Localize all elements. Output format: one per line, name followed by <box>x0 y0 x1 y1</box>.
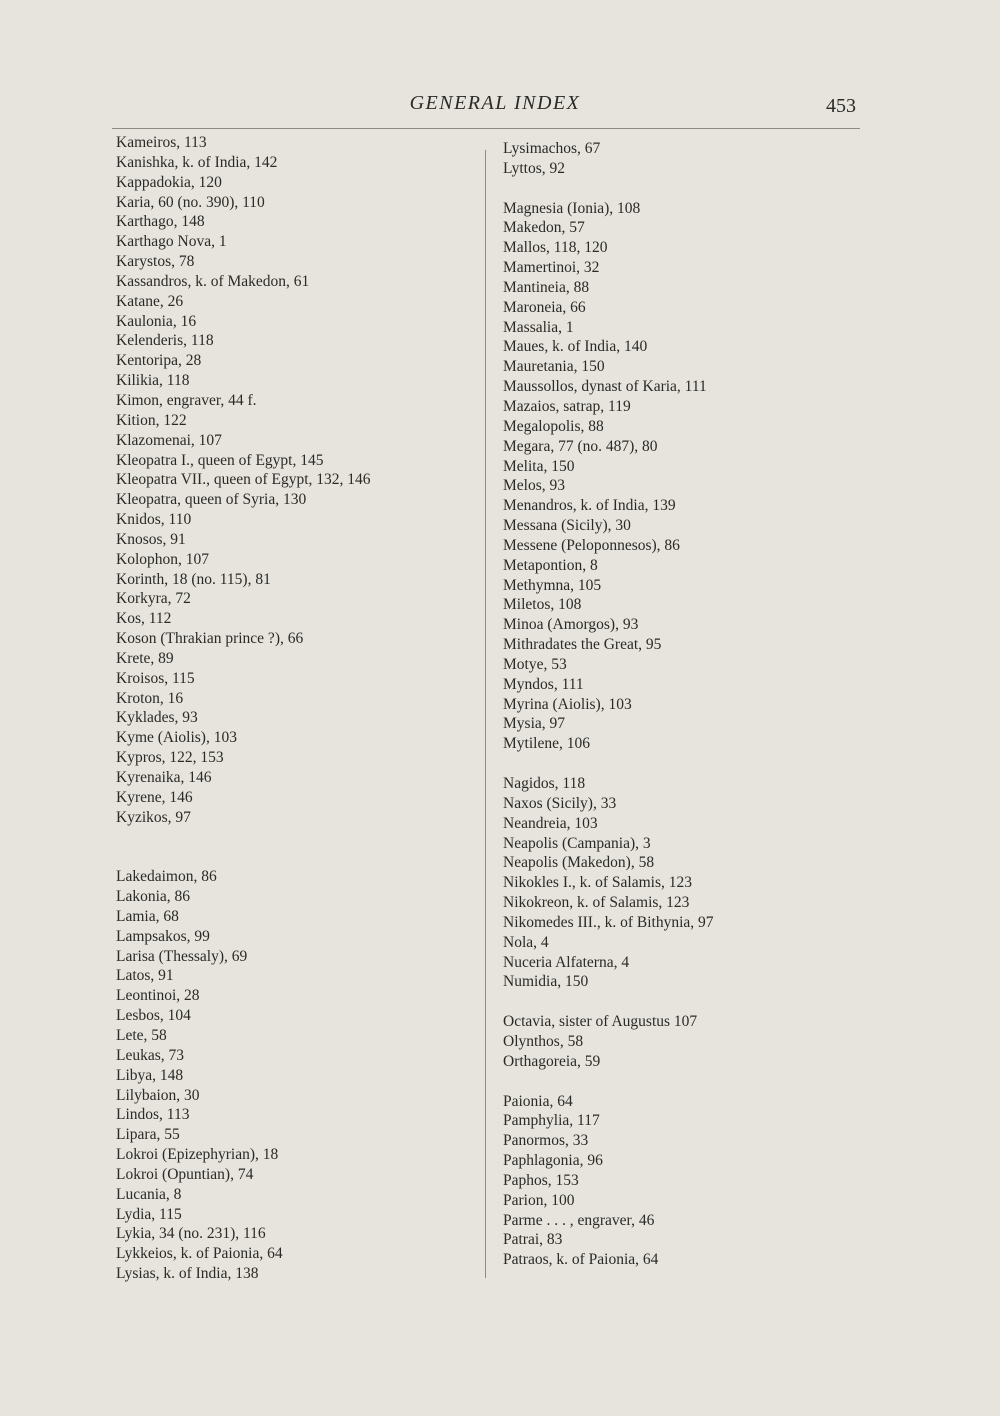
index-entry: Myrina (Aiolis), 103 <box>503 695 632 713</box>
index-entry: Makedon, 57 <box>503 219 585 237</box>
index-entry: Messana (Sicily), 30 <box>503 517 631 535</box>
index-entry: Kyrenaika, 146 <box>116 769 212 786</box>
left-column <box>116 133 371 1284</box>
index-entry: Knosos, 91 <box>116 530 186 548</box>
index-entry: Karystos, 78 <box>116 253 195 271</box>
index-entry: Lamia, 68 <box>116 907 179 925</box>
index-entry: Karia, 60 (no. 390), 110 <box>116 193 265 211</box>
index-entry: Mytilene, 106 <box>503 735 590 753</box>
index-entry: Miletos, 108 <box>503 596 582 614</box>
index-entry: Kappadokia, 120 <box>116 173 222 191</box>
index-entry: Krete, 89 <box>116 649 174 667</box>
index-group-m <box>503 199 714 755</box>
index-entry: Lindos, 113 <box>116 1106 190 1124</box>
index-entry: Lokroi (Epizephyrian), 18 <box>116 1146 279 1164</box>
index-entry: Klazomenai, 107 <box>116 431 222 449</box>
index-entry: Nikokles I., k. of Salamis, 123 <box>503 874 692 892</box>
index-entry: Neandreia, 103 <box>503 814 598 832</box>
index-entry: Paphos, 153 <box>503 1171 579 1189</box>
index-group-p <box>503 1092 714 1271</box>
index-entry: Kassandros, k. of Makedon, 61 <box>116 272 310 290</box>
index-entry: Parion, 100 <box>503 1191 575 1209</box>
index-entry: Paionia, 64 <box>503 1092 573 1110</box>
index-entry: Lilybaion, 30 <box>116 1086 200 1104</box>
index-entry: Myndos, 111 <box>503 675 584 693</box>
index-entry: Kyrene, 146 <box>116 788 193 806</box>
index-entry: Lokroi (Opuntian), 74 <box>116 1165 254 1183</box>
index-entry: Mamertinoi, 32 <box>503 259 600 277</box>
index-entry: Melita, 150 <box>503 457 575 475</box>
index-entry: Messene (Peloponnesos), 86 <box>503 536 680 554</box>
index-entry: Nagidos, 118 <box>503 775 586 792</box>
index-group-n <box>503 774 714 992</box>
index-entry: Kanishka, k. of India, 142 <box>116 153 278 171</box>
index-entry: Koson (Thrakian prince ?), 66 <box>116 630 304 648</box>
group-spacer <box>503 1072 714 1092</box>
index-entry: Mallos, 118, 120 <box>503 239 608 257</box>
index-entry: Megara, 77 (no. 487), 80 <box>503 437 658 455</box>
index-entry: Lampsakos, 99 <box>116 927 210 945</box>
index-entry: Kos, 112 <box>116 610 172 628</box>
index-entry: Naxos (Sicily), 33 <box>503 794 617 812</box>
index-entry: Mantineia, 88 <box>503 278 590 296</box>
index-entry: Lydia, 115 <box>116 1205 182 1223</box>
index-entry: Libya, 148 <box>116 1066 184 1084</box>
running-title: GENERAL INDEX <box>409 92 581 114</box>
index-entry: Lykkeios, k. of Paionia, 64 <box>116 1245 283 1263</box>
index-entry: Nuceria Alfaterna, 4 <box>503 953 630 971</box>
index-entry: Leontinoi, 28 <box>116 987 200 1005</box>
index-entry: Katane, 26 <box>116 292 184 310</box>
index-entry: Lysias, k. of India, 138 <box>116 1265 259 1283</box>
index-entry: Leukas, 73 <box>116 1046 185 1064</box>
index-entry: Megalopolis, 88 <box>503 417 604 435</box>
header-rule <box>112 128 860 129</box>
index-entry: Kroton, 16 <box>116 689 184 707</box>
index-entry: Magnesia (Ionia), 108 <box>503 199 641 217</box>
index-entry: Neapolis (Makedon), 58 <box>503 854 655 872</box>
index-entry: Lesbos, 104 <box>116 1007 191 1025</box>
index-entry: Kaulonia, 16 <box>116 312 197 330</box>
index-entry: Metapontion, 8 <box>503 556 598 574</box>
index-entry: Maroneia, 66 <box>503 298 586 316</box>
index-entry: Maussollos, dynast of Karia, 111 <box>503 378 707 396</box>
index-entry: Nikokreon, k. of Salamis, 123 <box>503 894 690 912</box>
index-entry: Kelenderis, 118 <box>116 332 214 350</box>
index-entry: Knidos, 110 <box>116 511 192 529</box>
index-entry: Kyme (Aiolis), 103 <box>116 729 237 747</box>
index-entry: Massalia, 1 <box>503 318 574 336</box>
right-column <box>503 139 714 1270</box>
group-spacer <box>503 179 714 199</box>
index-entry: Patrai, 83 <box>503 1231 563 1249</box>
index-entry: Nikomedes III., k. of Bithynia, 97 <box>503 913 714 931</box>
index-entry: Lete, 58 <box>116 1026 167 1044</box>
index-entry: Lakedaimon, 86 <box>116 868 217 886</box>
index-entry: Kilikia, 118 <box>116 372 190 390</box>
index-entry: Orthagoreia, 59 <box>503 1052 601 1070</box>
index-entry: Paphlagonia, 96 <box>503 1152 603 1170</box>
index-entry: Kroisos, 115 <box>116 669 195 687</box>
index-entry: Kentoripa, 28 <box>116 352 202 370</box>
index-entry: Lucania, 8 <box>116 1185 182 1203</box>
index-entry: Mithradates the Great, 95 <box>503 636 662 654</box>
index-entry: Menandros, k. of India, 139 <box>503 497 676 515</box>
index-entry: Larisa (Thessaly), 69 <box>116 947 248 965</box>
index-entry: Lyttos, 92 <box>503 159 566 177</box>
index-group-o <box>503 1012 714 1072</box>
group-spacer <box>503 992 714 1012</box>
index-entry: Kleopatra VII., queen of Egypt, 132, 146 <box>116 471 371 489</box>
index-entry: Korkyra, 72 <box>116 590 191 608</box>
index-entry: Mysia, 97 <box>503 715 565 733</box>
index-entry: Mazaios, satrap, 119 <box>503 397 631 415</box>
index-entry: Karthago, 148 <box>116 213 205 231</box>
index-entry: Karthago Nova, 1 <box>116 233 227 251</box>
index-entry: Methymna, 105 <box>503 576 602 594</box>
index-entry: Octavia, sister of Augustus 107 <box>503 1013 698 1031</box>
index-entry: Latos, 91 <box>116 967 174 985</box>
index-entry: Lakonia, 86 <box>116 888 191 906</box>
index-entry: Mauretania, 150 <box>503 358 605 376</box>
index-entry: Kypros, 122, 153 <box>116 749 224 767</box>
group-spacer <box>503 754 714 774</box>
index-entry: Kleopatra I., queen of Egypt, 145 <box>116 451 324 469</box>
index-entry: Kleopatra, queen of Syria, 130 <box>116 491 307 509</box>
index-entry: Kition, 122 <box>116 411 187 429</box>
index-entry: Panormos, 33 <box>503 1132 589 1150</box>
index-entry: Minoa (Amorgos), 93 <box>503 616 639 634</box>
index-entry: Korinth, 18 (no. 115), 81 <box>116 570 271 588</box>
index-entry: Numidia, 150 <box>503 973 589 991</box>
index-entry: Kyzikos, 97 <box>116 808 191 826</box>
index-group-l <box>116 867 371 1284</box>
index-entry: Lykia, 34 (no. 231), 116 <box>116 1225 266 1243</box>
index-entry: Neapolis (Campania), 3 <box>503 834 651 852</box>
index-entry: Melos, 93 <box>503 477 565 495</box>
index-entry: Patraos, k. of Paionia, 64 <box>503 1251 659 1269</box>
index-entry: Kameiros, 113 <box>116 134 207 151</box>
index-entry: Lipara, 55 <box>116 1126 180 1144</box>
page-number: 453 <box>826 95 856 117</box>
group-spacer <box>116 828 371 868</box>
index-group-k <box>116 133 371 828</box>
index-entry: Olynthos, 58 <box>503 1032 584 1050</box>
index-entry: Lysimachos, 67 <box>503 140 601 157</box>
index-entry: Parme . . . , engraver, 46 <box>503 1211 655 1229</box>
index-entry: Kolophon, 107 <box>116 550 209 568</box>
index-group-l-continued <box>503 139 714 179</box>
index-entry: Motye, 53 <box>503 655 567 673</box>
index-entry: Kyklades, 93 <box>116 709 198 727</box>
column-divider <box>485 150 486 1278</box>
index-entry: Pamphylia, 117 <box>503 1112 600 1130</box>
index-entry: Kimon, engraver, 44 f. <box>116 391 257 409</box>
index-entry: Maues, k. of India, 140 <box>503 338 648 356</box>
index-entry: Nola, 4 <box>503 933 549 951</box>
